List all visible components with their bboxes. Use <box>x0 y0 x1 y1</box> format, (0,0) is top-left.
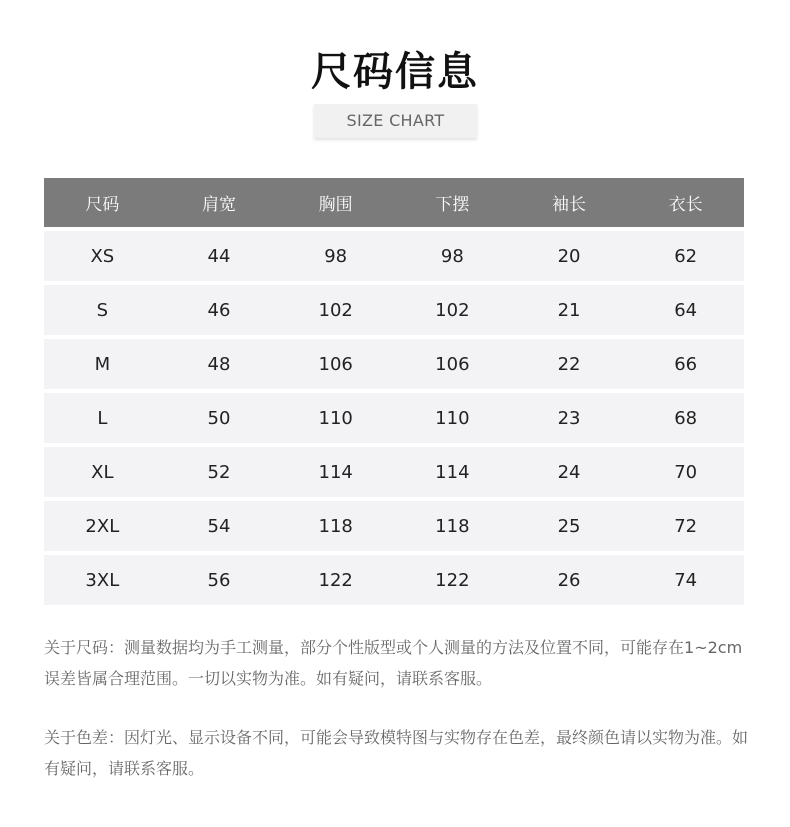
column-header-shoulder: 肩宽 <box>202 195 236 215</box>
subtitle-text: SIZE CHART <box>346 111 445 130</box>
table-cell: 68 <box>674 407 698 429</box>
table-cell: 26 <box>557 569 581 591</box>
size-chart-table <box>44 178 744 605</box>
table-row <box>44 555 744 605</box>
color-note-label: 关于色差： <box>44 728 125 747</box>
table-cell: 72 <box>674 515 698 537</box>
table-cell: 54 <box>207 515 231 537</box>
table-cell: 114 <box>435 461 470 483</box>
table-cell: 23 <box>557 407 581 429</box>
table-cell: 106 <box>435 353 470 375</box>
table-cell: 110 <box>435 407 470 429</box>
table-cell: 50 <box>207 407 231 429</box>
column-header-length: 衣长 <box>668 195 703 215</box>
table-cell: 20 <box>557 245 581 267</box>
table-cell: 44 <box>207 245 231 267</box>
table-cell: XS <box>90 245 115 267</box>
column-header-hem: 下摆 <box>435 195 470 215</box>
table-row <box>44 393 744 443</box>
table-cell: 102 <box>435 299 470 321</box>
table-cell: 46 <box>207 299 231 321</box>
page-title: 尺码信息 <box>311 49 479 95</box>
size-note-text: 测量数据均为手工测量，部分个性版型或个人测量的方法及位置不同，可能存在1~2cm误差皆属合理范围。一切以实物为准。如有疑问，请联系客服。 <box>44 638 743 688</box>
table-cell: M <box>94 353 111 375</box>
table-cell: 2XL <box>85 515 120 537</box>
column-header-size: 尺码 <box>85 195 120 215</box>
column-header-chest: 胸围 <box>318 195 353 215</box>
table-cell: 62 <box>674 245 698 267</box>
table-cell: 21 <box>557 299 581 321</box>
table-cell: 25 <box>557 515 581 537</box>
table-cell: 98 <box>440 245 464 267</box>
table-cell: 102 <box>318 299 353 321</box>
table-cell: 52 <box>207 461 231 483</box>
table-cell: 74 <box>674 569 698 591</box>
size-note-label: 关于尺码： <box>44 638 125 657</box>
table-cell: 3XL <box>85 569 120 591</box>
table-cell: 118 <box>435 515 470 537</box>
table-cell: S <box>96 299 109 321</box>
color-note-text: 因灯光、显示设备不同，可能会导致模特图与实物存在色差，最终颜色请以实物为准。如有疑问，请联系客服。 <box>44 728 749 778</box>
table-row <box>44 285 744 335</box>
table-cell: 64 <box>674 299 698 321</box>
table-cell: 122 <box>318 569 353 591</box>
size-note <box>44 632 754 694</box>
column-header-sleeve: 袖长 <box>552 195 587 215</box>
table-cell: XL <box>91 461 114 483</box>
table-cell: 48 <box>207 353 231 375</box>
table-row <box>44 447 744 497</box>
table-cell: 66 <box>674 353 698 375</box>
color-note <box>44 722 754 784</box>
table-row <box>44 339 744 389</box>
table-cell: 110 <box>318 407 353 429</box>
table-row <box>44 231 744 281</box>
table-header-row <box>44 178 744 227</box>
subtitle-badge <box>314 104 477 138</box>
table-cell: 22 <box>557 353 581 375</box>
table-cell: 24 <box>557 461 581 483</box>
table-cell: 56 <box>207 569 231 591</box>
table-row <box>44 501 744 551</box>
table-cell: 118 <box>318 515 353 537</box>
table-cell: L <box>97 407 108 429</box>
table-cell: 114 <box>318 461 353 483</box>
table-cell: 122 <box>435 569 470 591</box>
table-cell: 70 <box>674 461 698 483</box>
table-cell: 106 <box>318 353 353 375</box>
table-cell: 98 <box>324 245 348 267</box>
